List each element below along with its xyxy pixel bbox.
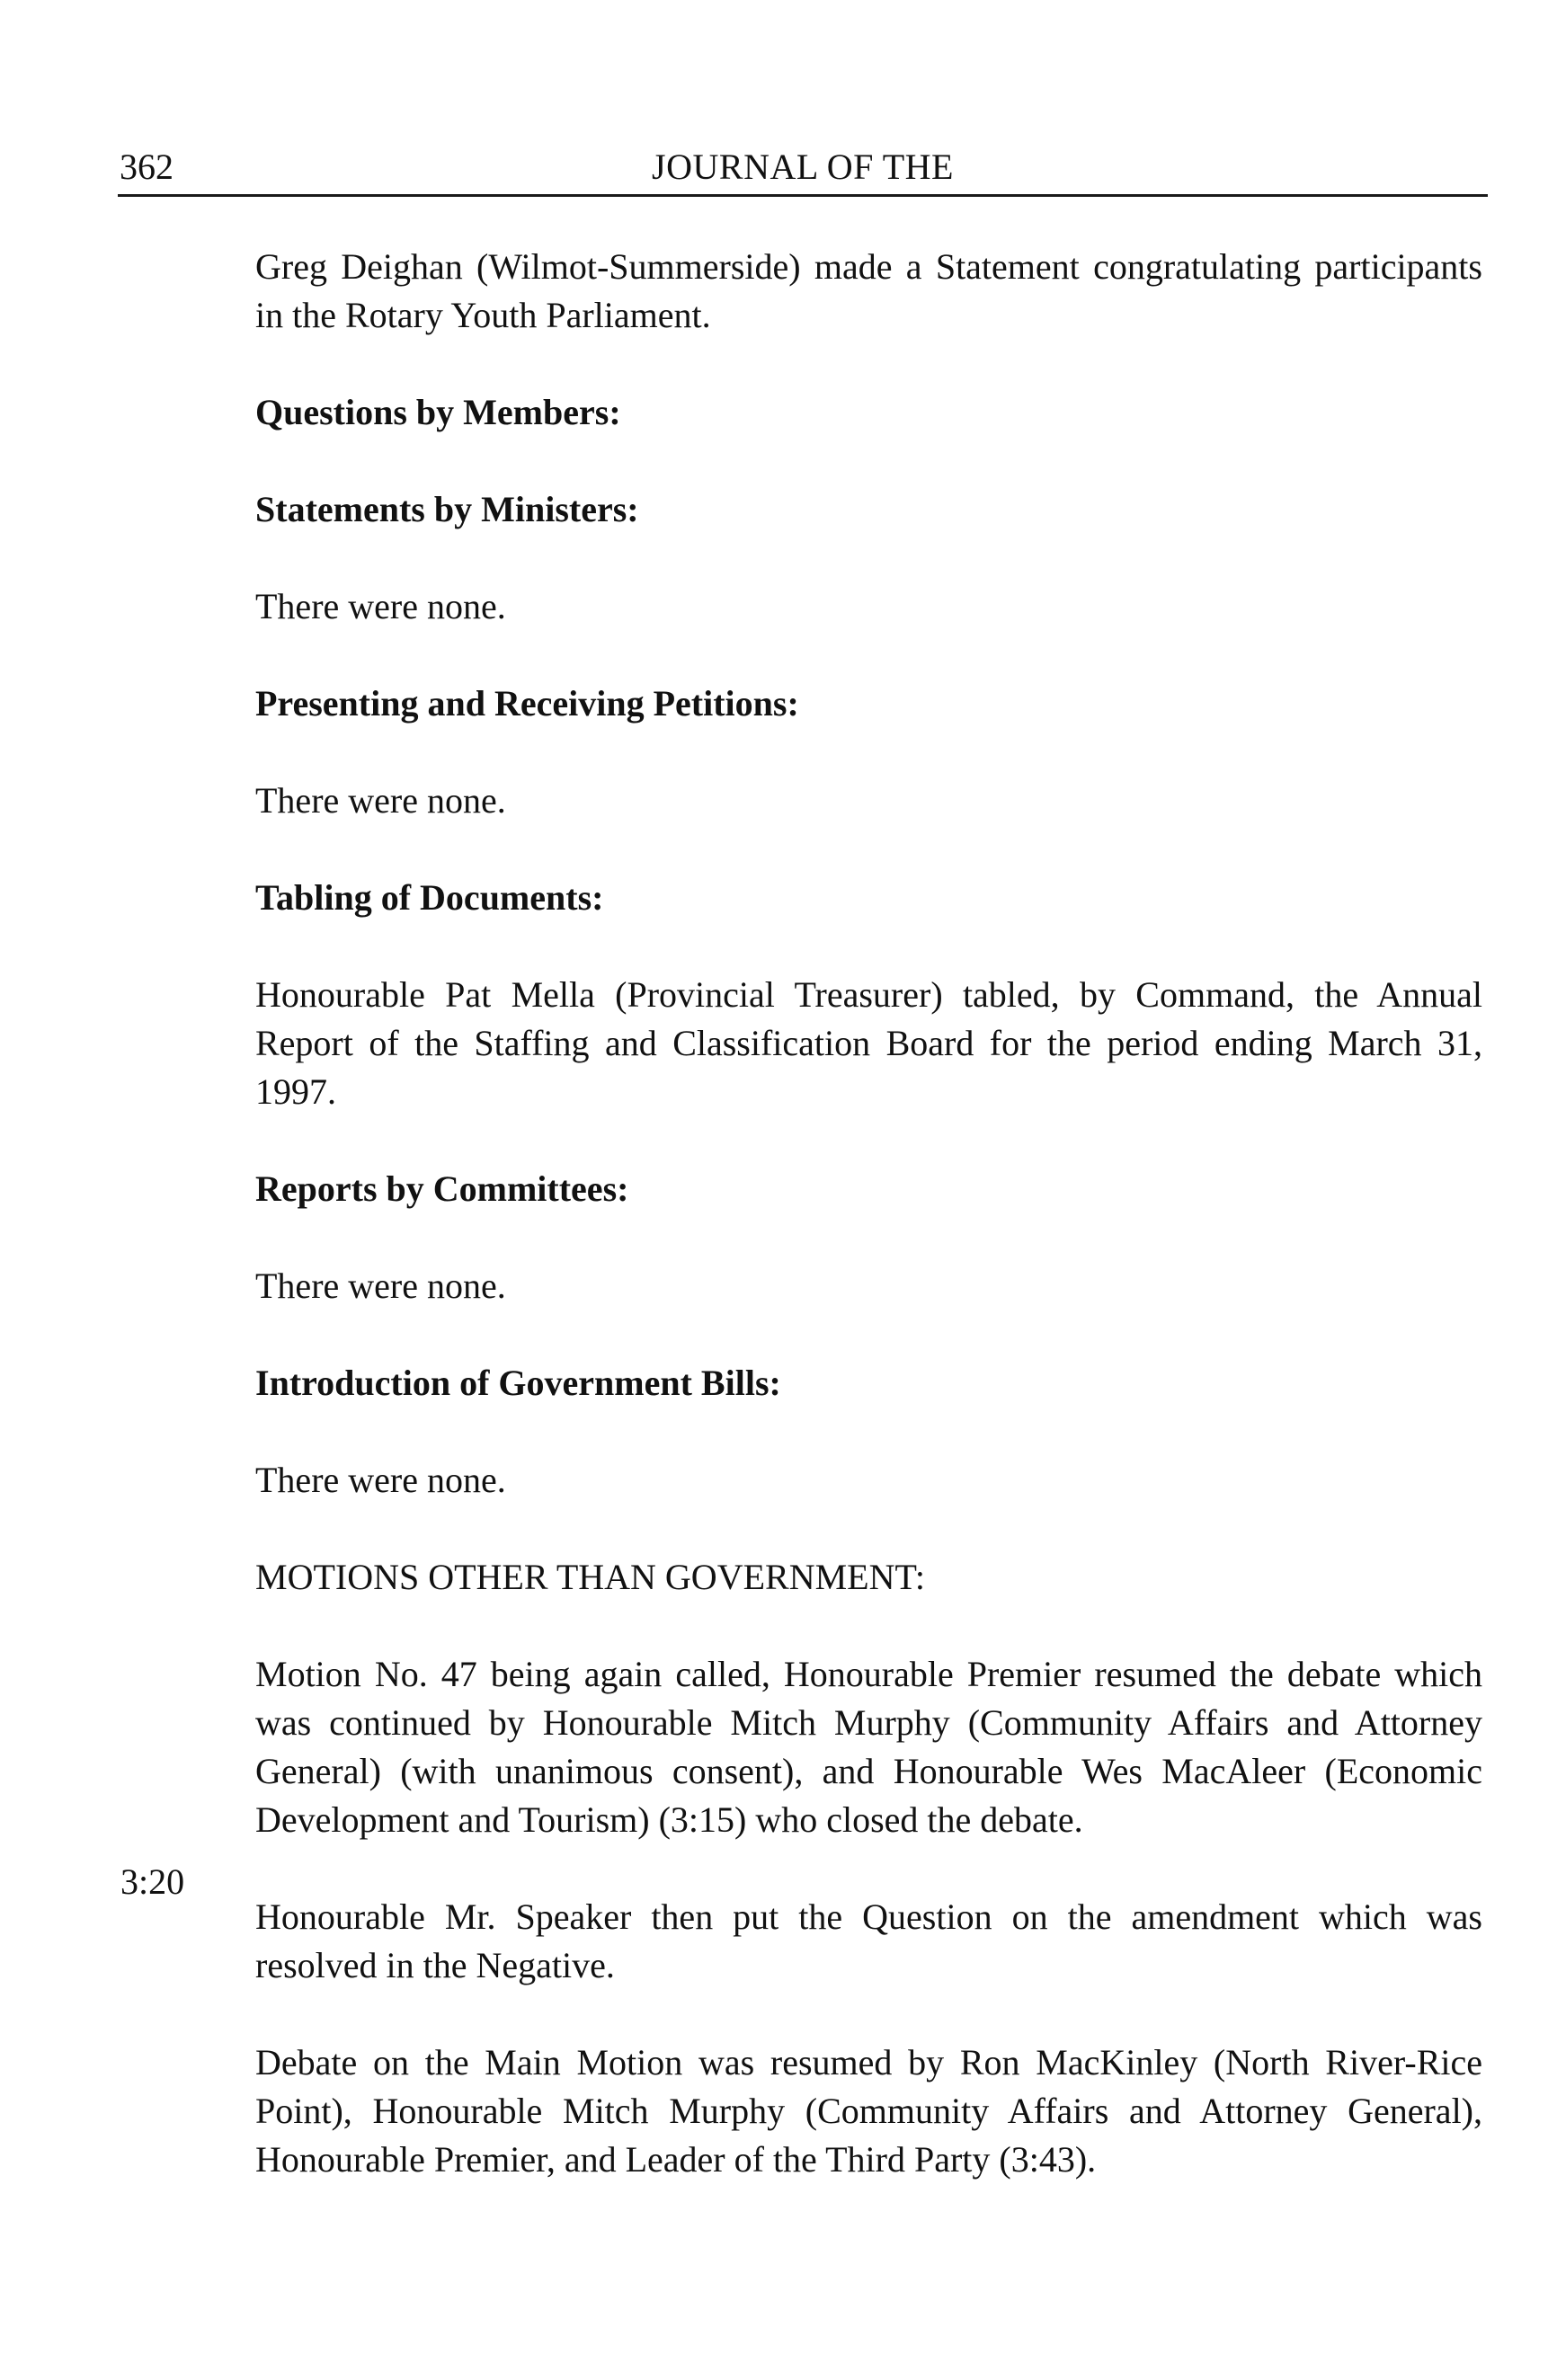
margin-time-marker: 3:20 <box>120 1861 185 1902</box>
none-petitions: There were none. <box>255 780 506 821</box>
heading-presenting-petitions: Presenting and Receiving Petitions: <box>255 683 799 724</box>
none-reports: There were none. <box>255 1265 506 1306</box>
heading-government-bills: Introduction of Government Bills: <box>255 1363 781 1403</box>
page-number: 362 <box>120 147 173 187</box>
speaker-question-text: Honourable Mr. Speaker then put the Question on the amendment which was resolved in the Negative. <box>255 1896 1482 1985</box>
none-government-bills: There were none. <box>255 1460 506 1500</box>
journal-content <box>255 243 1482 2184</box>
main-motion-debate-text: Debate on the Main Motion was resumed by Ron MacKinley (North River-Rice Point), Honourable Mitch Murphy (Community Affairs and Attorney General), Honourable Premier, and Leader of the Third Party (3:43). <box>255 2042 1482 2180</box>
heading-questions-by-members: Questions by Members: <box>255 392 621 432</box>
heading-statements-by-ministers: Statements by Ministers: <box>255 489 639 529</box>
heading-reports-by-committees: Reports by Committees: <box>255 1168 629 1209</box>
motion-47-text: Motion No. 47 being again called, Honourable Premier resumed the debate which was continued by Honourable Mitch Murphy (Community Affairs and Attorney General) (with unanimous consent), and Honourable Wes MacAleer (Economic Development and Tourism) (3:15) who closed the debate. <box>255 1654 1482 1840</box>
header-divider <box>118 194 1488 197</box>
heading-tabling-documents: Tabling of Documents: <box>255 877 604 918</box>
heading-motions-other-than-government: MOTIONS OTHER THAN GOVERNMENT: <box>255 1557 926 1597</box>
running-header <box>120 142 1486 192</box>
tabling-text: Honourable Pat Mella (Provincial Treasurer) tabled, by Command, the Annual Report of the Staffing and Classification Board for the period ending March 31, 1997. <box>255 974 1482 1112</box>
journal-title: JOURNAL OF THE <box>652 147 954 187</box>
none-statements-ministers: There were none. <box>255 586 506 626</box>
statement-greg-deighan: Greg Deighan (Wilmot-Summerside) made a Statement congratulating participants in the Rotary Youth Parliament. <box>255 246 1482 335</box>
